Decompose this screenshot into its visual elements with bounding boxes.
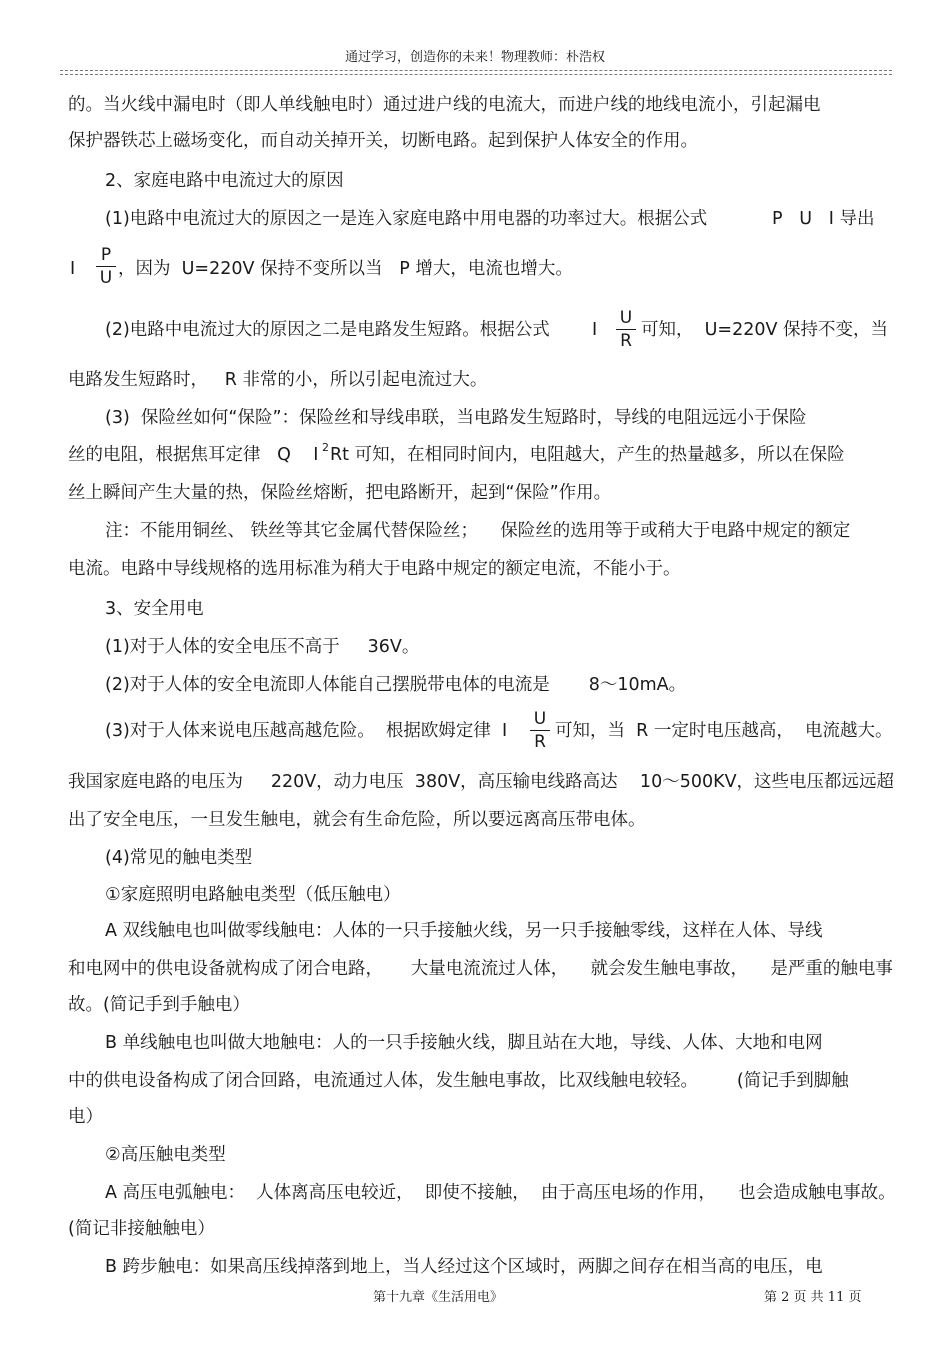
text-line: (1)对于人体的安全电压不高于 36V。 bbox=[105, 637, 420, 657]
text-line: 和电网中的供电设备就构成了闭合电路， 大量电流流过人体， 就会发生触电事故， 是严重的触电事 bbox=[68, 959, 893, 979]
text-line: (3)对于人体来说电压越高越危险。 根据欧姆定律 I bbox=[105, 721, 508, 741]
section-heading: 3、安全用电 bbox=[105, 599, 204, 619]
text-line: ，因为 U=220V 保持不变所以当 P 增大，电流也增大。 bbox=[118, 259, 573, 279]
text-line: 电路发生短路时， R 非常的小，所以引起电流过大。 bbox=[68, 370, 488, 390]
text-line: 丝的电阻，根据焦耳定律 Q I bbox=[68, 445, 319, 465]
note-line: 注：不能用铜丝、 铁丝等其它金属代替保险丝； 保险丝的选用等于或稍大于电路中规定的额定 bbox=[105, 521, 851, 541]
footer-page-number: 第 2 页 共 11 页 bbox=[764, 1290, 862, 1305]
formula-text: I bbox=[70, 259, 76, 279]
note-line: 电流。电路中导线规格的选用标准为稍大于电路中规定的额定电流，不能小于。 bbox=[68, 559, 681, 579]
text-line: 出了安全电压，一旦发生触电，就会有生命危险，所以要远离高压带电体。 bbox=[68, 810, 646, 830]
formula-text: P U I 导出 bbox=[772, 209, 875, 229]
text-line: (3) 保险丝如何“保险”：保险丝和导线串联，当电路发生短路时，导线的电阻远远小于保险 bbox=[105, 408, 807, 428]
text-line: B 单线触电也叫做大地触电：人的一只手接触火线，脚且站在大地，导线、人体、大地和电网 bbox=[105, 1033, 823, 1053]
text-line: (简记非接触触电） bbox=[68, 1219, 215, 1239]
text-line: 保护器铁芯上磁场变化，而自动关掉开关，切断电路。起到保护人体安全的作用。 bbox=[68, 131, 698, 151]
section-heading: (4)常见的触电类型 bbox=[105, 848, 253, 868]
text-line: (1)电路中电流过大的原因之一是连入家庭电路中用电器的功率过大。根据公式 bbox=[105, 209, 708, 229]
text-line: ①家庭照明电路触电类型（低压触电） bbox=[105, 885, 401, 905]
text-line: B 跨步触电：如果高压线掉落到地上，当人经过这个区域时，两脚之间存在相当高的电压，电 bbox=[105, 1257, 823, 1277]
section-heading: 2、家庭电路中电流过大的原因 bbox=[105, 171, 344, 191]
text-line: Rt 可知，在相同时间内，电阻越大，产生的热量越多，所以在保险 bbox=[330, 445, 845, 465]
header-divider bbox=[60, 70, 892, 75]
fraction-u-over-r: U R bbox=[616, 309, 636, 350]
text-line: 故。(简记手到手触电） bbox=[68, 995, 250, 1015]
text-line: (2)对于人体的安全电流即人体能自己摆脱带电体的电流是 8～10mA。 bbox=[105, 675, 687, 695]
text-line: 可知，当 R 一定时电压越高， 电流越大。 bbox=[555, 721, 893, 741]
fraction-p-over-u: P U bbox=[96, 246, 116, 287]
text-line: 电） bbox=[68, 1107, 103, 1127]
text-line: 我国家庭电路的电压为 220V，动力电压 380V，高压输电线路高达 10～500KV，这些电压都远远超 bbox=[68, 772, 895, 792]
text-line: A 双线触电也叫做零线触电：人体的一只手接触火线，另一只手接触零线，这样在人体、导线 bbox=[105, 921, 823, 941]
text-line: A 高压电弧触电： 人体离高压电较近， 即使不接触， 由于高压电场的作用， 也会造成触电事故。 bbox=[105, 1183, 896, 1203]
text-line: 中的供电设备构成了闭合回路，电流通过人体，发生触电事故，比双线触电较轻。 (简记手到脚触 bbox=[68, 1071, 849, 1091]
footer-chapter: 第十九章《生活用电》 bbox=[373, 1290, 504, 1305]
formula-text: I bbox=[592, 320, 598, 340]
text-line: (2)电路中电流过大的原因之二是电路发生短路。根据公式 bbox=[105, 320, 550, 340]
section-heading: ②高压触电类型 bbox=[105, 1145, 226, 1165]
superscript: 2 bbox=[322, 441, 329, 454]
fraction-u-over-r: U R bbox=[530, 710, 550, 751]
text-line: 丝上瞬间产生大量的热，保险丝熔断，把电路断开，起到“保险”作用。 bbox=[68, 483, 612, 503]
text-line: 的。当火线中漏电时（即人单线触电时）通过进户线的电流大，而进户线的地线电流小，引起漏电 bbox=[68, 95, 821, 115]
text-line: 可知， U=220V 保持不变，当 bbox=[641, 320, 889, 340]
page-header: 通过学习，创造你的未来！物理教师：朴浩权 bbox=[344, 50, 605, 65]
